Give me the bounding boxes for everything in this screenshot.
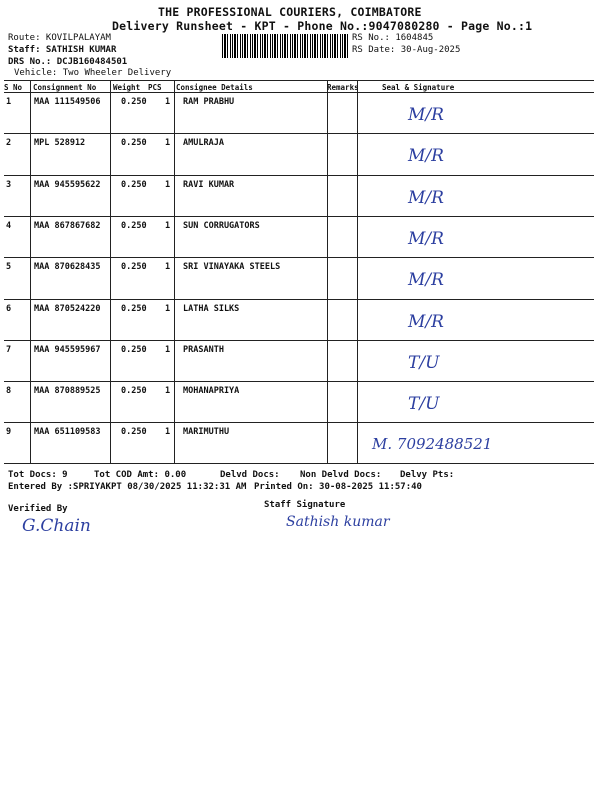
row-signature: T/U <box>408 352 440 373</box>
row-signature: M/R <box>408 270 444 291</box>
row-consignment-no: MPL 528912 <box>34 138 86 149</box>
report-title: THE PROFESSIONAL COURIERS, COIMBATORE <box>158 5 422 19</box>
row-divider <box>4 216 594 217</box>
row-pcs: 1 <box>165 386 171 397</box>
row-weight: 0.250 <box>121 344 147 355</box>
staff-label: Staff: SATHISH KUMAR <box>8 45 117 55</box>
row-consignment-no: MAA 945595967 <box>34 344 101 355</box>
row-signature: M/R <box>408 187 444 208</box>
row-pcs: 1 <box>165 138 171 149</box>
vehicle-label: Vehicle: Two Wheeler Delivery <box>14 68 172 78</box>
row-sno: 2 <box>6 138 12 149</box>
tot-docs: Tot Docs: 9 <box>8 470 68 480</box>
row-divider <box>4 133 594 134</box>
row-weight: 0.250 <box>121 427 147 438</box>
row-consignee: LATHA SILKS <box>183 303 240 314</box>
rs-date: RS Date: 30-Aug-2025 <box>352 45 461 55</box>
row-consignment-no: MAA 870889525 <box>34 386 101 397</box>
row-weight: 0.250 <box>121 97 147 107</box>
col-header-pcs: PCS <box>148 83 162 92</box>
row-pcs: 1 <box>165 97 171 107</box>
row-divider <box>4 299 594 300</box>
col-divider <box>110 80 111 463</box>
row-consignee: PRASANTH <box>183 344 224 355</box>
col-divider <box>174 80 175 463</box>
col-divider <box>30 80 31 463</box>
row-pcs: 1 <box>165 179 171 190</box>
row-signature: T/U <box>408 394 440 415</box>
route-label: Route: KOVILPALAYAM <box>8 33 111 43</box>
row-consignee: MARIMUTHU <box>183 427 230 438</box>
row-consignee: SUN CORRUGATORS <box>183 220 260 231</box>
row-pcs: 1 <box>165 262 171 273</box>
col-header-signature: Seal & Signature <box>382 83 455 92</box>
row-sno: 1 <box>6 97 12 107</box>
row-consignee: AMULRAJA <box>183 138 224 149</box>
row-weight: 0.250 <box>121 303 147 314</box>
verified-by-label: Verified By <box>8 504 68 514</box>
row-pcs: 1 <box>165 344 171 355</box>
row-weight: 0.250 <box>121 179 147 190</box>
row-weight: 0.250 <box>121 138 147 149</box>
row-sno: 6 <box>6 303 12 314</box>
col-divider <box>327 80 328 463</box>
entered-by: Entered By :SPRIYAKPT 08/30/2025 11:32:31 AM <box>8 482 247 492</box>
row-consignment-no: MAA 867867682 <box>34 220 101 231</box>
col-header-sno: S No <box>4 83 23 92</box>
table-bottom-border <box>4 463 594 464</box>
row-consignee: MOHANAPRIYA <box>183 386 240 397</box>
row-consignment-no: MAA 111549506 <box>34 97 101 107</box>
row-pcs: 1 <box>165 427 171 438</box>
delvy-pts: Delvy Pts: <box>400 470 455 480</box>
barcode-image <box>222 34 348 58</box>
row-consignee: RAM PRABHU <box>183 97 235 107</box>
row-consignee: RAVI KUMAR <box>183 179 235 190</box>
staff-signature-label: Staff Signature <box>264 500 346 510</box>
delvd-docs: Delvd Docs: <box>220 470 280 480</box>
col-header-remarks: Remarks <box>327 83 359 92</box>
row-divider <box>4 381 594 382</box>
row-sno: 5 <box>6 262 12 273</box>
staff-handwritten-signature: Sathish kumar <box>286 514 390 530</box>
row-signature: M/R <box>408 311 444 332</box>
col-header-consignee: Consignee Details <box>176 83 253 92</box>
row-signature: M/R <box>408 228 444 249</box>
row-divider <box>4 422 594 423</box>
row-weight: 0.250 <box>121 220 147 231</box>
row-consignment-no: MAA 870524220 <box>34 303 101 314</box>
col-header-weight: Weight <box>113 83 141 92</box>
row-sno: 9 <box>6 427 12 438</box>
row-sno: 7 <box>6 344 12 355</box>
row-divider <box>4 175 594 176</box>
verified-signature: G.Chain <box>22 516 91 536</box>
table-header-border <box>4 92 594 93</box>
printed-on: Printed On: 30-08-2025 11:57:40 <box>254 482 422 492</box>
row-sno: 8 <box>6 386 12 397</box>
table-top-border <box>4 80 594 81</box>
row-divider <box>4 257 594 258</box>
row-pcs: 1 <box>165 303 171 314</box>
tot-cod-amt: Tot COD Amt: 0.00 <box>94 470 187 480</box>
row-weight: 0.250 <box>121 262 147 273</box>
rs-no: RS No.: 1604845 <box>352 33 434 43</box>
col-header-consignment: Consignment No <box>33 83 97 92</box>
row-sno: 3 <box>6 179 12 190</box>
report-subtitle: Delivery Runsheet - KPT - Phone No.:9047080280 - Page No.:1 <box>112 19 533 33</box>
row-signature: M/R <box>408 146 444 167</box>
row-signature: M/R <box>408 105 444 125</box>
row-consignment-no: MAA 870628435 <box>34 262 101 273</box>
row-weight: 0.250 <box>121 386 147 397</box>
row-divider <box>4 340 594 341</box>
row-signature: M. 7092488521 <box>372 435 493 454</box>
row-pcs: 1 <box>165 220 171 231</box>
col-divider <box>357 80 358 463</box>
row-consignee: SRI VINAYAKA STEELS <box>183 262 281 273</box>
drs-no: DRS No.: DCJB160484501 <box>8 57 128 67</box>
non-delvd-docs: Non Delvd Docs: <box>300 470 382 480</box>
row-consignment-no: MAA 651109583 <box>34 427 101 438</box>
row-consignment-no: MAA 945595622 <box>34 179 101 190</box>
row-sno: 4 <box>6 220 12 231</box>
